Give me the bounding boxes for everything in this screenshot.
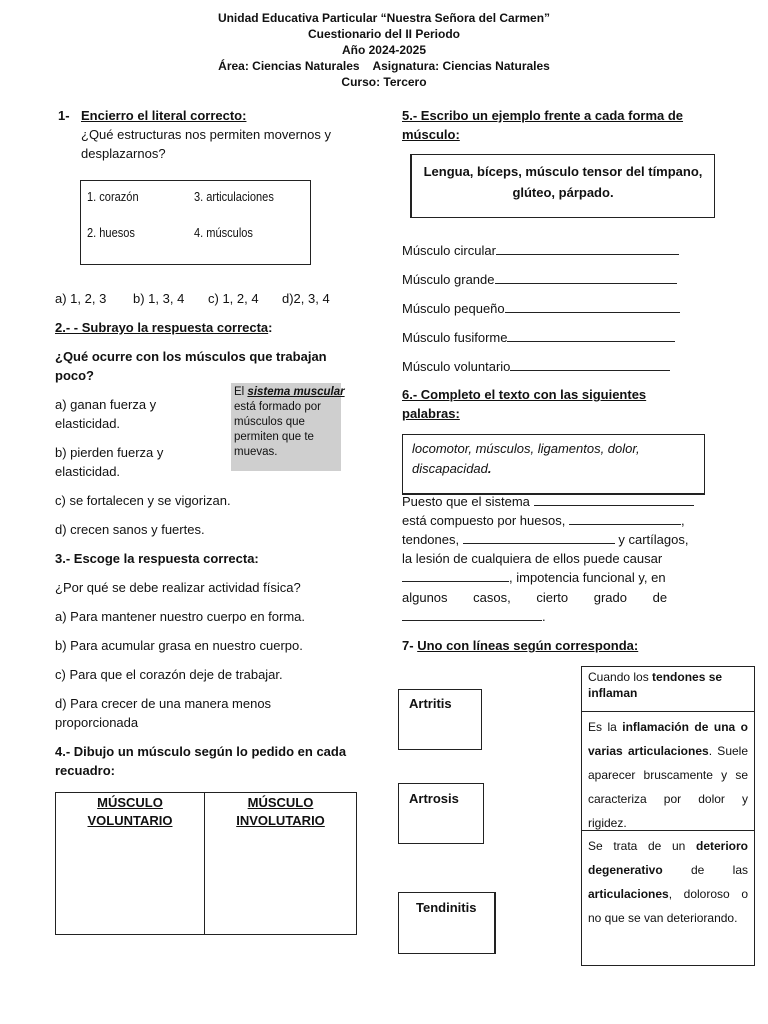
muscular-system-callout — [231, 383, 345, 471]
q1-option-b[interactable]: b) 1, 3, 4 — [133, 291, 185, 306]
muscle-item-label: Músculo circular — [402, 243, 496, 258]
q6-box-line1: locomotor, músculos, ligamentos, dolor, — [412, 441, 640, 456]
q6-box-word: discapacidad — [412, 461, 488, 476]
def-text: . Suele aparecer bruscamente y se caracteriza por dolor y rigidez. — [588, 744, 748, 830]
answer-blank[interactable] — [505, 300, 680, 313]
blank-pain[interactable] — [402, 569, 509, 582]
voluntary-muscle-cell[interactable] — [56, 793, 204, 934]
q1-option-c[interactable]: c) 1, 2, 4 — [208, 291, 259, 306]
definition-cell-tendinitis[interactable] — [582, 667, 754, 712]
term-label: Tendinitis — [416, 900, 477, 915]
callout-prefix: El — [234, 386, 248, 398]
muscle-item-label: Músculo pequeño — [402, 301, 505, 316]
q3-option-d-line1[interactable]: d) Para crecer de una manera menos — [55, 696, 272, 711]
col-header-line1: MÚSCULO — [247, 795, 314, 810]
q2-title-colon: : — [268, 320, 273, 335]
col-header-line1: MÚSCULO — [97, 795, 163, 810]
q6-text-line2: está compuesto por huesos, , — [402, 513, 685, 528]
q1-box-item: 4. músculos — [194, 225, 253, 240]
muscle-item-circular — [402, 241, 679, 260]
q3-title: 3.- Escoge la respuesta correcta: — [55, 551, 259, 566]
callout-line: permiten que te — [234, 431, 314, 443]
q6-text-fragment: . — [542, 609, 546, 624]
definitions-table — [581, 666, 755, 966]
muscle-item-large — [402, 270, 677, 289]
q6-text-fragment: está compuesto por huesos, — [402, 513, 566, 528]
q6-box-line2 — [412, 459, 492, 479]
q1-number: 1- — [58, 108, 70, 123]
term-box-arthrosis[interactable] — [398, 783, 484, 844]
q5-title-line2: músculo: — [402, 127, 460, 142]
q6-text-fragment: algunos casos, cierto grado de — [402, 590, 668, 605]
q6-text-line5 — [402, 568, 666, 587]
q6-text-line7 — [402, 607, 546, 626]
muscle-item-voluntary — [402, 357, 670, 376]
answer-blank[interactable] — [510, 358, 670, 371]
course: Curso: Tercero — [341, 75, 427, 89]
callout-line: está formado por — [234, 401, 321, 413]
involuntary-muscle-cell[interactable] — [205, 793, 356, 934]
q3-option-c[interactable]: c) Para que el corazón deje de trabajar. — [55, 667, 283, 682]
callout-line: muevas. — [234, 446, 278, 458]
q2-question-line1: ¿Qué ocurre con los músculos que trabajan — [55, 349, 327, 364]
q6-text-fragment: y cartílagos, — [618, 532, 689, 547]
q1-option-d[interactable]: d)2, 3, 4 — [282, 291, 330, 306]
def-bold-text: tendones se inflaman — [588, 670, 723, 700]
q1-box-item: 3. articulaciones — [194, 189, 274, 204]
term-label: Artritis — [409, 696, 452, 711]
q2-question-line2: poco? — [55, 368, 94, 383]
school-year: Año 2024-2025 — [341, 43, 427, 57]
term-box-tendinitis[interactable] — [398, 892, 496, 954]
q7-title-text: Uno con líneas según corresponda: — [417, 638, 639, 653]
muscle-item-small — [402, 299, 680, 318]
def-text: Es la — [588, 720, 623, 734]
q1-box-item: 2. huesos — [87, 225, 135, 240]
q2-option-c[interactable]: c) se fortalecen y se vigorizan. — [55, 493, 231, 508]
muscle-item-fusiform — [402, 328, 675, 347]
q2-option-a-line1[interactable]: a) ganan fuerza y — [55, 397, 157, 412]
q4-title-line2: recuadro: — [55, 763, 115, 778]
q2-option-b-line2[interactable]: elasticidad. — [55, 464, 121, 479]
def-text: , doloroso o no que se van deteriorando. — [588, 887, 748, 925]
def-text: de las — [662, 863, 748, 877]
def-text: Se trata de un — [588, 839, 696, 853]
q2-title-text: 2.- - Subrayo la respuesta correcta — [55, 320, 269, 335]
q6-text-line4: la lesión de cualquiera de ellos puede causar — [402, 551, 663, 566]
q2-option-b-line1[interactable]: b) pierden fuerza y — [55, 445, 164, 460]
q4-title-line1: 4.- Dibujo un músculo según lo pedido en cada — [55, 744, 347, 759]
q5-title-line1: 5.- Escribo un ejemplo frente a cada forma de — [402, 108, 684, 123]
q3-option-d-line2[interactable]: proporcionada — [55, 715, 139, 730]
q6-text-fragment: tendones, — [402, 532, 460, 547]
definition-cell-arthritis[interactable] — [582, 712, 754, 831]
q6-box-period: . — [487, 461, 492, 476]
q6-text-line3 — [402, 530, 688, 549]
q2-title — [55, 318, 273, 337]
muscle-item-label: Músculo grande — [402, 272, 495, 287]
q1-question-line2: desplazarnos? — [81, 146, 166, 161]
q5-box-line1: Lengua, bíceps, músculo tensor del tímpano, — [423, 164, 703, 179]
q6-text-fragment: Puesto que el sistema — [402, 494, 530, 509]
col-header-line2: VOLUNTARIO — [87, 813, 173, 828]
def-bold-text: deterioro degenerativo — [588, 839, 748, 877]
q2-option-a-line2[interactable]: elasticidad. — [55, 416, 121, 431]
q6-text-line1 — [402, 492, 694, 511]
q1-question-line1: ¿Qué estructuras nos permiten movernos y — [81, 127, 331, 142]
q6-word-box — [402, 434, 705, 495]
q6-text-fragment: , impotencia funcional y, en — [509, 570, 666, 585]
answer-blank[interactable] — [495, 271, 677, 284]
q1-options-box — [80, 180, 311, 265]
subject-area: Área: Ciencias Naturales Asignatura: Ciencias Naturales — [218, 59, 550, 73]
q3-question: ¿Por qué se debe realizar actividad física? — [55, 580, 301, 595]
muscle-item-label: Músculo voluntario — [402, 359, 511, 374]
def-bold-text: articulaciones — [588, 887, 669, 901]
muscle-item-label: Músculo fusiforme — [402, 330, 508, 345]
q4-drawing-table — [55, 792, 357, 935]
document-title: Cuestionario del II Periodo — [307, 27, 461, 41]
callout-term: sistema muscular — [247, 386, 345, 398]
term-label: Artrosis — [409, 791, 459, 806]
q7-title — [402, 636, 638, 655]
def-bold-text: inflamación de una o varias articulaciones — [588, 720, 748, 758]
q2-option-d[interactable]: d) crecen sanos y fuertes. — [55, 522, 205, 537]
school-name: Unidad Educativa Particular “Nuestra Señora del Carmen” — [217, 11, 551, 25]
q7-number: 7- — [402, 638, 414, 653]
col-header-line2: INVOLUTARIO — [236, 813, 325, 828]
callout-line: músculos que — [234, 416, 305, 428]
q1-title: Encierro el literal correcto: — [81, 108, 247, 123]
q6-title-line2: palabras: — [402, 406, 460, 421]
answer-blank[interactable] — [507, 329, 675, 342]
blank-ligaments[interactable] — [463, 531, 615, 544]
q1-option-a[interactable]: a) 1, 2, 3 — [55, 291, 107, 306]
blank-system[interactable] — [534, 493, 694, 506]
q3-option-b[interactable]: b) Para acumular grasa en nuestro cuerpo. — [55, 638, 303, 653]
blank-muscles[interactable] — [569, 512, 681, 525]
q3-option-a[interactable]: a) Para mantener nuestro cuerpo en forma. — [55, 609, 306, 624]
blank-disability[interactable] — [402, 608, 542, 621]
q1-box-item: 1. corazón — [87, 189, 139, 204]
definition-cell-arthrosis[interactable] — [582, 831, 754, 965]
term-box-arthritis[interactable] — [398, 689, 482, 750]
answer-blank[interactable] — [496, 242, 679, 255]
q5-word-box — [410, 154, 715, 218]
q5-box-line2: glúteo, párpado. — [512, 185, 614, 200]
def-text: Cuando los — [588, 670, 653, 684]
q6-title-line1: 6.- Completo el texto con las siguientes — [402, 387, 647, 402]
q6-text-line6 — [402, 588, 704, 607]
